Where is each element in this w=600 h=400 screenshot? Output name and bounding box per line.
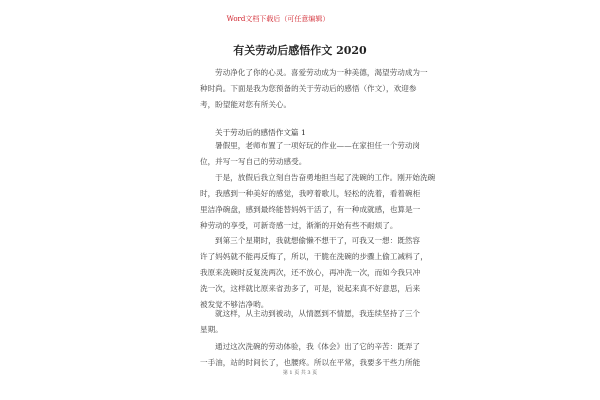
paragraph-line: 种劳动的享受，可新奇感一过，渐渐的开始有些不耐烦了。 [200, 221, 398, 230]
body-paragraph [200, 233, 428, 313]
paragraph-line: 种时尚。下面是我为您预备的关于劳动后的感悟（作文），欢迎参 [200, 84, 417, 93]
document-title: 有关劳动后感悟作文 2020 [233, 44, 367, 57]
download-note: Word文档下载后（可任意编辑） [226, 15, 330, 23]
paragraph-line: 星期。 [200, 325, 223, 334]
paragraph-line: 洗一次，这样就比原来省劲多了，可是，说起来真不好意思，后来 [200, 284, 421, 293]
paragraph-line: 考，盼望能对您有所关心。 [200, 100, 292, 109]
paragraph-line: 里洁净碗盘，感到最终能替妈妈干活了，有一种成就感，也算是一 [200, 205, 421, 214]
body-paragraph [200, 339, 421, 371]
paragraph-line: 我原来洗碗时反复洗两次，还不放心，再冲洗一次，而如今我只冲 [200, 268, 421, 277]
paragraph-line: 就这样，从主动到被动，从情愿到不情愿，我连续坚持了三个 [215, 309, 421, 318]
section-heading: 关于劳动后的感悟作文篇 1 [215, 128, 306, 137]
paragraph-line: 到第三个星期时，我就想偷懒不想干了，可我又一想：既然容 [215, 236, 421, 245]
paragraph-line: 时，我感到一种美好的感觉，我哼着歌儿，轻松的洗着，看着碗柜 [200, 189, 421, 198]
body-paragraph [200, 138, 421, 170]
body-paragraph [200, 306, 421, 338]
paragraph-line: 劳动净化了你的心灵。喜爱劳动成为一种美德，渴望劳动成为一 [215, 68, 428, 77]
paragraph-line: 于是，放假后我立刻自告奋勇地担当起了洗碗的工作。刚开始洗碗 [215, 173, 436, 182]
body-paragraph [200, 170, 436, 234]
paragraph-line: 通过这次洗碗的劳动体验，我《体会》出了它的辛苦：既弄了 [215, 342, 421, 351]
page-footer: 第 1 页 共 3 页 [282, 370, 318, 376]
paragraph-line: 许了妈妈就不能再反悔了，所以，干脆在洗碗的步骤上偷工减料了， [200, 252, 428, 261]
paragraph-line: 被发觉不够洁净哟。 [200, 300, 269, 309]
paragraph-line: 暑假里，老师布置了一项好玩的作业——在家担任一个劳动岗 [215, 141, 421, 150]
intro-paragraph [200, 65, 428, 113]
paragraph-line: 一手油，站的时间长了，也腰疼。所以在平常，我要多干些力所能 [200, 358, 421, 367]
paragraph-line: 位，并写一写自己的劳动感受。 [200, 157, 307, 166]
